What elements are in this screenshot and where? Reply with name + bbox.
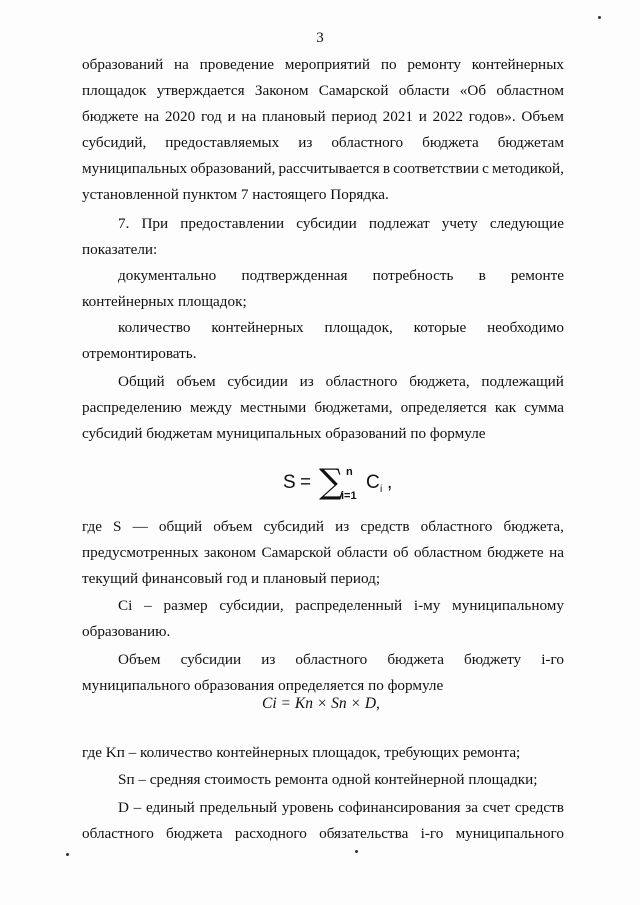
item-2-line-2: отремонтировать.	[82, 345, 197, 362]
word: областного	[331, 134, 404, 151]
item-1-line-2: контейнерных площадок;	[82, 293, 247, 310]
word: Объем	[118, 651, 161, 668]
paragraph-1-line-5	[82, 159, 564, 179]
word: размер	[163, 597, 208, 614]
word: –	[133, 799, 142, 816]
word: муниципальных	[82, 160, 188, 177]
word: предоставляемых	[165, 134, 280, 151]
word: в	[382, 160, 390, 177]
word: на	[241, 108, 257, 125]
word: бюджете	[82, 108, 139, 125]
item-2-line-1	[118, 318, 564, 338]
sigma-symbol: ∑	[319, 462, 344, 502]
paragraph-4-line-2: муниципального образования определяется по формуле	[82, 677, 444, 694]
word: субсидии	[227, 373, 288, 390]
definition-s-line-3: текущий финансовый год и плановый период;	[82, 570, 381, 587]
word: При	[141, 215, 169, 232]
word: годов».	[468, 108, 516, 125]
word: плановый	[261, 108, 326, 125]
definition-ci-line-2: образованию.	[82, 623, 171, 640]
word: субсидий,	[82, 134, 147, 151]
word: подлежащий	[481, 373, 564, 390]
word: потребность	[372, 267, 454, 284]
word: области	[336, 544, 388, 561]
paragraph-1-line-6: установленной пунктом 7 настоящего Порядка.	[82, 186, 389, 203]
paragraph-1-line-1	[82, 55, 564, 75]
definition-d-line-1	[118, 798, 564, 818]
word: областного	[325, 373, 398, 390]
word: муниципального	[455, 825, 564, 842]
word: бюджету	[464, 651, 522, 668]
word: области	[398, 82, 450, 99]
word: рассчитывается	[278, 160, 380, 177]
word: из	[299, 373, 314, 390]
formula-equals: =	[300, 472, 312, 493]
formula-c-subscript: i	[380, 484, 383, 495]
word: из	[261, 651, 276, 668]
word: субсидии	[296, 215, 357, 232]
word: областного	[295, 651, 368, 668]
word: образований,	[190, 160, 276, 177]
word: предусмотренных	[82, 544, 199, 561]
word: из	[298, 134, 313, 151]
word: D	[118, 799, 129, 816]
word: областном	[413, 544, 482, 561]
word: контейнерных	[211, 319, 304, 336]
word: и	[227, 108, 236, 125]
word: средств	[360, 518, 410, 535]
word: учету	[441, 215, 478, 232]
word: областного	[82, 825, 154, 842]
paragraph-3-line-1	[118, 372, 564, 392]
word: 2022	[432, 108, 463, 125]
word: софинансирования	[338, 799, 461, 816]
word: —	[132, 518, 148, 535]
word: обязательства	[319, 825, 409, 842]
scan-speck	[66, 853, 69, 856]
word: бюджета	[166, 825, 223, 842]
paragraph-1-line-4	[82, 133, 564, 153]
word: Общий	[118, 373, 165, 390]
word: законом	[204, 544, 257, 561]
scan-speck	[598, 16, 601, 19]
word: средств	[514, 799, 564, 816]
word: количество	[118, 319, 191, 336]
word: областном	[496, 82, 564, 99]
word: год	[200, 108, 222, 125]
word: необходимо	[487, 319, 564, 336]
word: предоставлении	[180, 215, 285, 232]
word: на	[144, 108, 160, 125]
formula-comma: ,	[387, 472, 393, 493]
formula-s: S	[283, 472, 296, 493]
word: общий	[158, 518, 203, 535]
word: объем	[213, 518, 253, 535]
paragraph-2-line-1	[118, 214, 564, 234]
word: объем	[176, 373, 216, 390]
word: площадок,	[324, 319, 393, 336]
scan-speck	[355, 850, 358, 853]
word: подтвержденная	[241, 267, 348, 284]
sum-formula	[283, 464, 403, 504]
word: подлежат	[368, 215, 430, 232]
definition-kp: где Kп – количество контейнерных площадок, требующих ремонта;	[82, 744, 521, 761]
word: областного	[420, 518, 493, 535]
paragraph-1-line-3	[82, 107, 564, 127]
word: уровень	[281, 799, 334, 816]
page-number: 3	[316, 30, 324, 46]
word: период	[331, 108, 377, 125]
word: ремонту	[407, 56, 462, 73]
word: Самарской	[318, 82, 389, 99]
word: субсидий	[263, 518, 325, 535]
word: которые	[413, 319, 467, 336]
word: с	[482, 160, 489, 177]
word: сумма	[524, 399, 564, 416]
paragraph-4-line-1	[118, 650, 564, 670]
paragraph-3-line-2	[82, 398, 564, 418]
word: бюджета	[387, 651, 444, 668]
word: S	[113, 518, 122, 535]
definition-s-line-1	[82, 517, 564, 537]
word: предельный	[199, 799, 278, 816]
word: методикой,	[492, 160, 564, 177]
word: как	[494, 399, 517, 416]
word: из	[335, 518, 350, 535]
word: 2020	[164, 108, 196, 125]
word: субсидии	[180, 651, 242, 668]
word: соответствии	[393, 160, 479, 177]
word: –	[144, 597, 152, 614]
word: бюджета,	[503, 518, 564, 535]
word: распределению	[82, 399, 182, 416]
word: на	[549, 544, 564, 561]
word: ремонте	[510, 267, 564, 284]
formula-c: C	[366, 472, 380, 493]
word: i-му	[413, 597, 441, 614]
word: единый	[145, 799, 195, 816]
word: муниципальному	[452, 597, 564, 614]
word: бюджетам	[497, 134, 564, 151]
word: контейнерных	[471, 56, 564, 73]
word: в	[478, 267, 486, 284]
word: бюджета	[422, 134, 479, 151]
word: по	[380, 56, 397, 73]
word: определяется	[400, 399, 487, 416]
word: на	[174, 56, 189, 73]
word: бюджете	[487, 544, 544, 561]
sum-lower-limit: i=1	[341, 490, 357, 502]
word: бюджета,	[409, 373, 470, 390]
word: площадок	[82, 82, 147, 99]
word: мероприятий	[284, 56, 371, 73]
word: распределенный	[295, 597, 403, 614]
paragraph-3-line-3: субсидий бюджетам муниципальных образований по формуле	[82, 425, 486, 442]
word: бюджетами,	[314, 399, 393, 416]
word: и	[418, 108, 427, 125]
word: местными	[240, 399, 307, 416]
paragraph-2-line-2: показатели:	[82, 241, 158, 258]
paragraph-1-line-2	[82, 81, 564, 101]
item-1-line-1	[118, 266, 564, 286]
word: «Об	[459, 82, 487, 99]
word: счет	[482, 799, 511, 816]
word: следующие	[489, 215, 564, 232]
word: утверждается	[156, 82, 245, 99]
definition-sp: Sп – средняя стоимость ремонта одной контейнерной площадки;	[118, 771, 538, 788]
word: проведение	[199, 56, 275, 73]
word: между	[189, 399, 232, 416]
word: Самарской	[261, 544, 332, 561]
word: за	[465, 799, 478, 816]
word: Объем	[521, 108, 564, 125]
definition-s-line-2	[82, 543, 564, 563]
word: об	[393, 544, 409, 561]
word: где	[82, 518, 102, 535]
sum-upper-limit: n	[346, 466, 353, 478]
word: документально	[118, 267, 217, 284]
word: субсидии,	[219, 597, 284, 614]
word: i-го	[420, 825, 444, 842]
word: 7.	[118, 215, 130, 232]
word: образований	[82, 56, 164, 73]
definition-ci-line-1	[118, 596, 564, 616]
word: Ci	[118, 597, 133, 614]
word: 2021	[382, 108, 413, 125]
definition-d-line-2	[82, 824, 564, 844]
word: Законом	[254, 82, 309, 99]
ci-formula: Ci = Kп × Sп × D,	[262, 695, 380, 712]
word: i-го	[541, 651, 564, 668]
word: расходного	[234, 825, 307, 842]
